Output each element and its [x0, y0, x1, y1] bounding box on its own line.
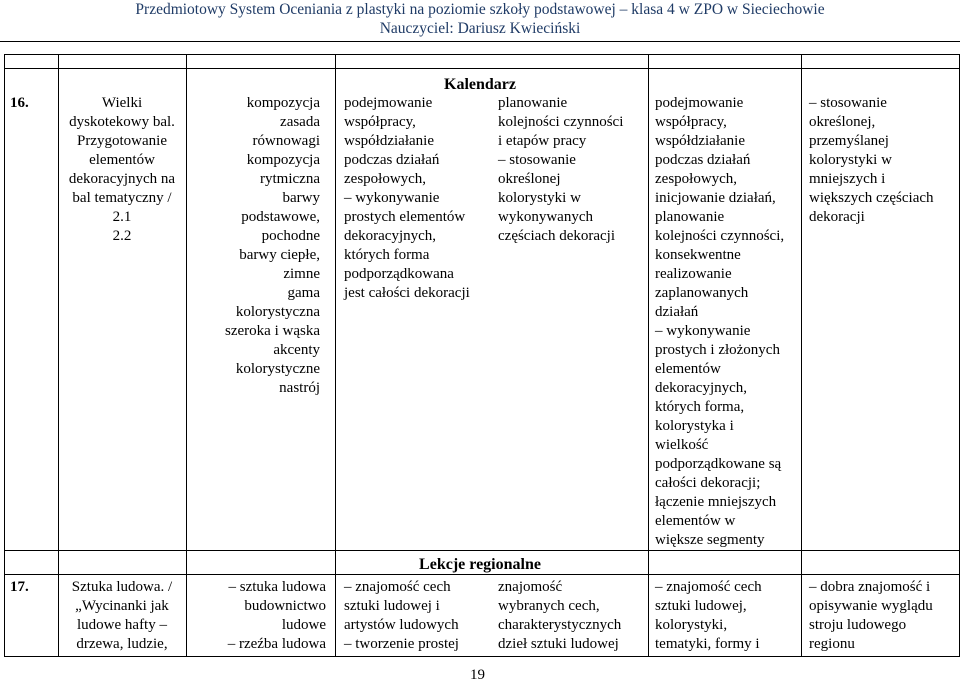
page-number: 19: [470, 667, 485, 683]
requirement-extended: [498, 94, 646, 246]
requirement-basic-text: – znajomość cech sztuki ludowej i artystów ludowych – tworzenie prostej: [344, 579, 459, 652]
requirement-advanced-text: podejmowanie współpracy, współdziałanie podczas działań zespołowych, inicjowanie działań, planowanie kolejności czynności, konsekwentne realizowanie zaplanowanych działań – wykonywanie prostych i złożonych elementów dekoracyjnych, których forma, kolorystyka i wielkość podporządkowane są całości dekoracji; łączenie mniejszych elementów w większe segmenty: [655, 95, 785, 548]
section1-bottom-border: [4, 550, 960, 551]
document-header-title: Przedmiotowy System Oceniania z plastyki na poziomie szkoły podstawowej – klasa 4 w ZPO w Sieciechowie: [135, 1, 825, 18]
requirement-extended-text: planowanie kolejności czynności i etapów pracy – stosowanie określonej kolorystyki w wykonywanych częściach dekoracji: [498, 95, 624, 244]
requirement-excellent-text: – dobra znajomość i opisywanie wyglądu stroju ludowego regionu: [809, 579, 933, 652]
requirement-advanced-text: – znajomość cech sztuki ludowej, kolorystyki, tematyki, formy i: [655, 579, 762, 652]
lesson-terms: [190, 94, 320, 398]
table-top-border: [4, 54, 960, 55]
lesson-topic-text: Sztuka ludowa. / „Wycinanki jak ludowe hafty – drzewa, ludzie,: [71, 579, 173, 652]
document-header-teacher: Nauczyciel: Dariusz Kwieciński: [379, 20, 581, 37]
requirement-advanced: [655, 94, 799, 550]
lesson-number: 17.: [10, 579, 29, 595]
section2-header-border: [4, 574, 960, 575]
section-title-kalendarz: Kalendarz: [444, 76, 516, 93]
table-bottom-border: [4, 656, 960, 657]
table-header-border: [4, 68, 960, 69]
requirement-excellent: [809, 578, 957, 654]
header-rule: [0, 41, 960, 42]
requirement-extended-text: znajomość wybranych cech, charakterystycznych dzieł sztuki ludowej: [498, 579, 622, 652]
requirement-advanced: [655, 578, 799, 654]
requirement-extended: [498, 578, 646, 654]
requirement-excellent: [809, 94, 957, 227]
requirement-basic-text: podejmowanie współpracy, współdziałanie podczas działań zespołowych, – wykonywanie prostych elementów dekoracyjnych, których forma podporządkowana jest całości dekoracji: [344, 95, 470, 301]
lesson-topic: [60, 94, 184, 246]
lesson-number: 16.: [10, 95, 29, 111]
lesson-terms: [190, 578, 326, 654]
requirement-excellent-text: – stosowanie określonej, przemyślanej kolorystyki w mniejszych i większych częściach dekoracji: [809, 95, 934, 225]
lesson-topic-text: Wielki dyskotekowy bal. Przygotowanie elementów dekoracyjnych na bal tematyczny / 2.1 2.2: [68, 95, 176, 244]
lesson-terms-text: kompozycja zasada równowagi kompozycja rytmiczna barwy podstawowe, pochodne barwy ciepłe, zimne gama kolorystyczna szeroka i wąska akcenty kolorystyczne nastrój: [225, 95, 320, 396]
lesson-terms-text: – sztuka ludowa budownictwo ludowe – rzeźba ludowa: [227, 579, 326, 652]
requirement-basic: [344, 578, 494, 654]
section-title-lekcje-regionalne: Lekcje regionalne: [419, 556, 541, 573]
lesson-topic: [60, 578, 184, 654]
requirement-basic: [344, 94, 494, 303]
